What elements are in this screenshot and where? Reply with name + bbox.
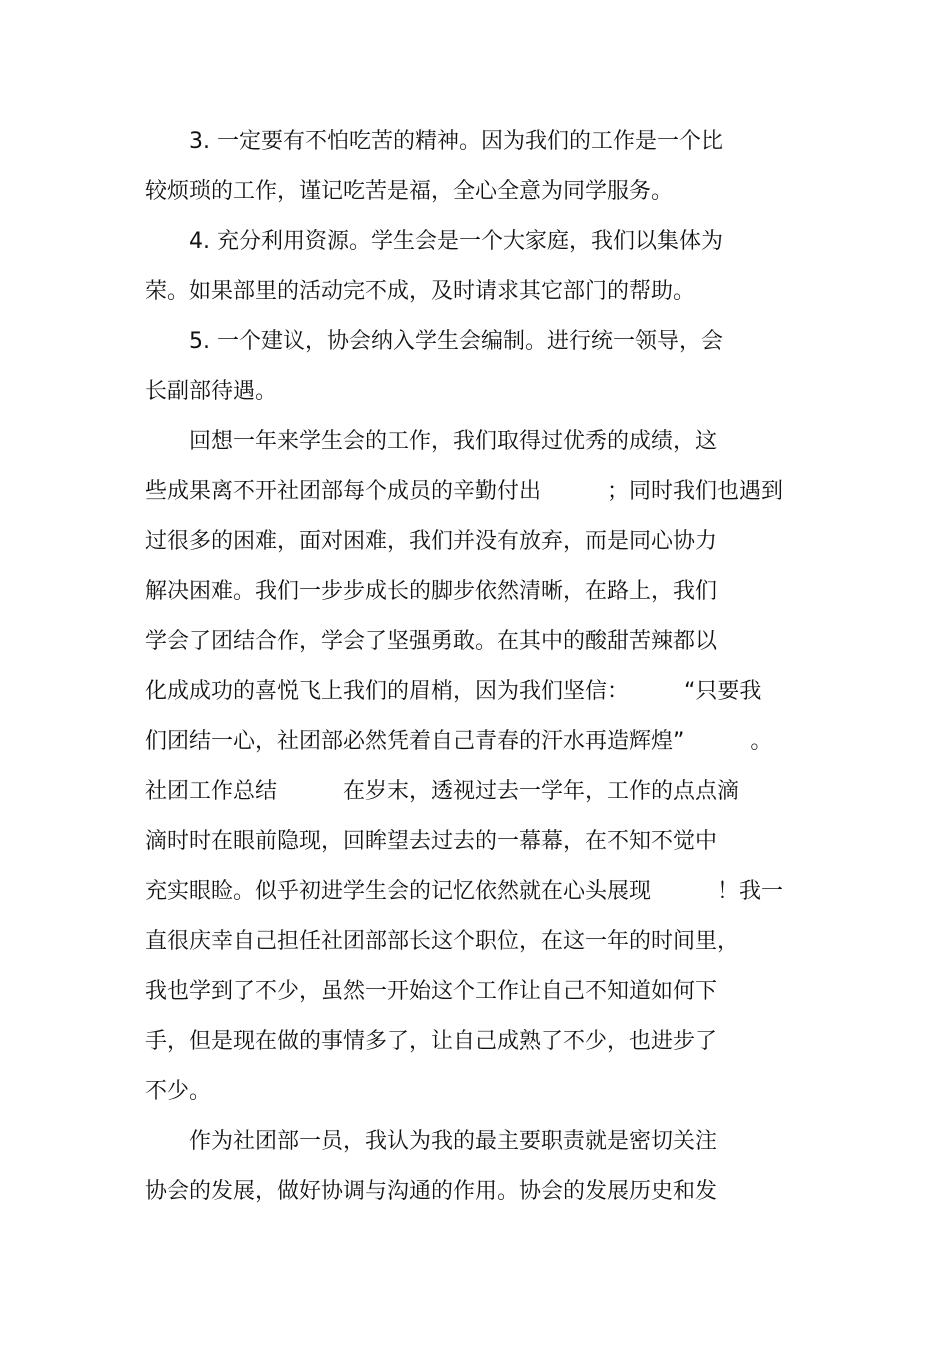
text-line: 滴时时在眼前隐现，回眸望去过去的一幕幕，在不知不觉中 (145, 829, 718, 854)
text-line: 作为社团部一员，我认为我的最主要职责就是密切关注 (145, 1129, 718, 1154)
text-line: 学会了团结合作，学会了坚强勇敢。在其中的酸甜苦辣都以 (145, 629, 718, 654)
text-line: 长副部待遇。 (145, 379, 278, 404)
text-line: 较烦琐的工作，谨记吃苦是福，全心全意为同学服务。 (145, 179, 674, 204)
text-line: 4. 充分利用资源。学生会是一个大家庭，我们以集体为 (145, 229, 723, 254)
text-line: 过很多的困难，面对困难，我们并没有放弃，而是同心协力 (145, 529, 718, 554)
text-line: 回想一年来学生会的工作，我们取得过优秀的成绩，这 (145, 429, 718, 454)
text-line: 荣。如果部里的活动完不成，及时请求其它部门的帮助。 (145, 279, 696, 304)
text-line: 协会的发展，做好协调与沟通的作用。协会的发展历史和发 (145, 1179, 718, 1204)
text-line: 化成成功的喜悦飞上我们的眉梢，因为我们坚信： “只要我 (145, 679, 762, 704)
text-line: 3. 一定要有不怕吃苦的精神。因为我们的工作是一个比 (145, 129, 723, 154)
text-line: 解决困难。我们一步步成长的脚步依然清晰，在路上，我们 (145, 579, 718, 604)
text-line: 5. 一个建议，协会纳入学生会编制。进行统一领导，会 (145, 329, 723, 354)
text-line: 我也学到了不少，虽然一开始这个工作让自己不知道如何下 (145, 979, 718, 1004)
text-line: 不少。 (145, 1079, 212, 1104)
text-line: 些成果离不开社团部每个成员的辛勤付出 ；同时我们也遇到 (145, 479, 784, 504)
text-line: 充实眼睑。似乎初进学生会的记忆依然就在心头展现 ！我一 (145, 879, 784, 904)
text-line: 们团结一心，社团部必然凭着自己青春的汗水再造辉煌” 。 (145, 729, 773, 754)
text-line: 社团工作总结 在岁末，透视过去一学年，工作的点点滴 (145, 779, 740, 804)
text-line: 直很庆幸自己担任社团部部长这个职位，在这一年的时间里， (145, 929, 740, 954)
text-line: 手，但是现在做的事情多了，让自己成熟了不少，也进步了 (145, 1029, 718, 1054)
